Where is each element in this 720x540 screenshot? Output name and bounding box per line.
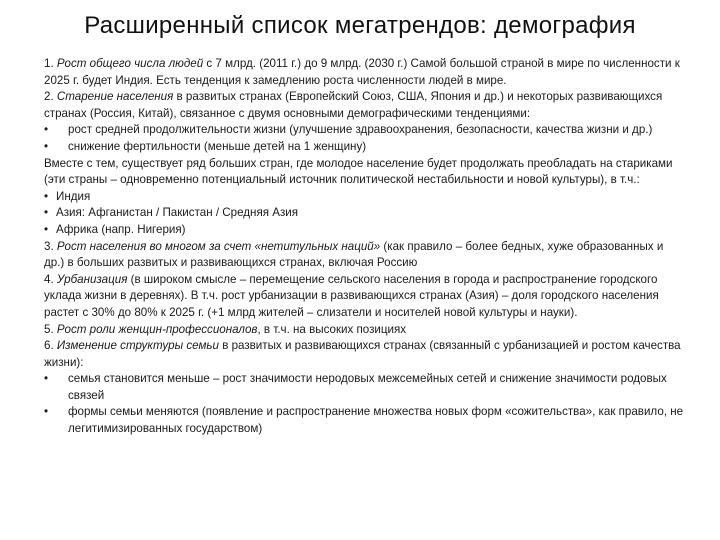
megatrend-4-number: 4. [44,272,57,286]
megatrend-2-note: Вместе с тем, существует ряд больших стран, где молодое население будет продолжать преобладать на стариками (эти страны – одновременно потенциальный источник политической нестабильности и новой культуры), в т.ч.: [44,156,673,187]
megatrend-6-number: 6. [44,339,57,353]
megatrend-6-bullet-1-text: семья становится меньше – рост значимости неродовых межсемейных сетей и снижение значимости родовых связей [68,372,667,402]
megatrend-3-text: (как правило – более бедных, хуже образованных и др.) в больших развитых и развивающихся странах, включая Россию [44,239,664,270]
megatrend-3-number: 3. [44,239,57,253]
megatrend-6-title: Изменение структуры семьи [56,339,219,353]
megatrend-2-bullet-1 [44,122,684,139]
bullet-marker: • [44,139,49,153]
bullet-marker: • [44,222,49,236]
megatrend-2-bullet-2 [44,139,684,156]
bullet-marker: • [44,189,49,203]
megatrend-2-bullet-2-text: снижение фертильности (меньше детей на 1 женщину) [68,139,367,153]
megatrend-3-title: Рост населения во многом за счет «нетитульных наций» [56,239,381,253]
megatrend-5-number: 5. [44,322,57,336]
megatrend-5-text: , в т.ч. на высоких позициях [257,322,407,336]
megatrend-6-text: в развитых и развивающихся странах (связанный с урбанизацией и ростом качества жизни): [44,339,681,369]
bullet-marker: • [44,123,49,137]
megatrend-2-bullet-1-text: рост средней продолжительности жизни (улучшение здравоохранения, безопасности, качества жизни и др.) [68,123,653,137]
country-item-3 [44,222,684,239]
megatrend-5 [44,322,684,339]
megatrend-4 [44,272,684,322]
bullet-marker: • [44,372,49,386]
slide-title: Расширенный список мегатрендов: демография [84,12,636,39]
megatrend-1-number: 1. [44,57,57,70]
megatrend-2-title: Старение населения [56,90,174,104]
megatrend-1 [44,56,684,89]
megatrend-3 [44,239,684,272]
megatrend-2 [44,89,684,122]
megatrend-6-bullet-2-text: формы семьи меняются (появление и распространение множества новых форм «сожительства», как правило, не легитимизированных государством) [68,405,684,436]
megatrend-5-title: Рост роли женщин-профессионалов [56,322,258,336]
megatrend-1-text: с 7 млрд. (2011 г.) до 9 млрд. (2030 г.) Самой большой страной в мире по численности к 2025 г. будет Индия. Есть тенденция к замедлению роста численности людей в мире. [44,57,680,87]
megatrend-2-text: в развитых странах (Европейский Союз, США, Япония и др.) и некоторых развивающихся странах (Россия, Китай), связанное с двумя основными демографическими тенденциями: [44,90,663,120]
country-item-1 [44,189,684,206]
megatrend-4-title: Урбанизация [56,272,128,286]
bullet-marker: • [44,206,49,220]
megatrend-6 [44,338,684,371]
country-item-3-text: Африка (напр. Нигерия) [56,222,186,236]
bullet-marker: • [44,405,49,419]
megatrend-6-bullet-1 [44,371,684,404]
megatrend-4-text: (в широком смысле – перемещение сельского населения в города и распространение городского уклада жизни в деревнях). В т.ч. рост урбанизации в развивающихся странах (Азия) – доля городского населения растет с 30% до 80% к 2025 г. (+1 млрд жителей – слизатели и носителей новой культуры и науки). [44,272,659,319]
country-item-2 [44,205,684,222]
country-item-1-text: Индия [56,189,91,203]
megatrend-2-number: 2. [44,90,57,104]
megatrend-6-bullet-2 [44,404,684,437]
megatrend-1-title: Рост общего числа людей [56,57,204,70]
country-item-2-text: Азия: Афганистан / Пакистан / Средняя Азия [56,206,299,220]
slide-content [44,56,684,438]
